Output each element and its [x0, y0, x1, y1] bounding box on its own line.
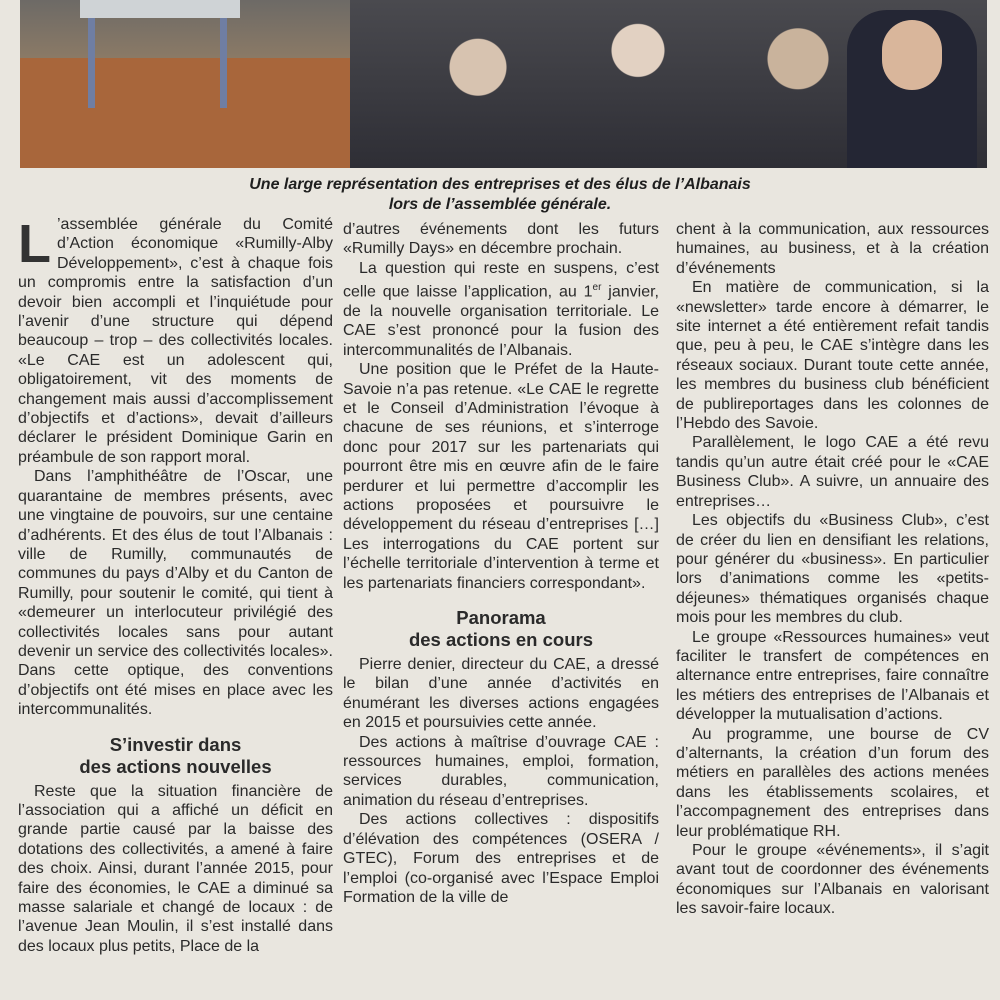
paragraph-text: janvier, de la nouvelle organisation territoriale. Le CAE s’est prononcé pour la fusion des intercommunalités de l’Albanais. [343, 283, 660, 359]
paragraph: chent à la communication, aux ressources humaines, au business, et à la création d’événements [676, 221, 989, 277]
paragraph: En matière de communication, si la «newsletter» tarde encore à démarrer, le site internet a été entièrement refait tandis que, peu à peu, le CAE s’intègre dans les réseaux sociaux. Durant toute cette année, les membres du business club bénéficient de publireportages dans les colonnes de l’Hebdo des Savoie. [676, 279, 989, 433]
paragraph-text: La question qui reste en suspens, c’est celle que laisse l’application, au 1 [343, 259, 659, 301]
news-photo [20, 0, 987, 168]
paragraph: Les objectifs du «Business Club», c’est de créer du lien en densifiant les relations, pour générer du «business». En particulier lors d’animations comme les «petits-déjeunes» thématiques organisés chaque mois pour les membres du club. [676, 512, 989, 627]
subheading-line: des actions en cours [408, 629, 594, 651]
superscript: er [592, 282, 602, 294]
paragraph [18, 215, 333, 467]
subheading-line: Panorama [456, 607, 546, 629]
subheading [18, 734, 333, 778]
paragraph-text: ’assemblée générale du Comité d’Action économique «Rumilly-Alby Développement», c’est à chaque fois un compromis entre la satisfaction d’un devoir bien accompli et l’inquiétude pour l’avenir d’une structure qui dépend beaucoup – trop – des collectivités locales. «Le CAE est un adolescent qui, obligatoirement, vit des moments de changement mais aussi d’accomplissement d’objectifs et d’actions», devait d’ailleurs déclarer le président Dominique Garin en préambule de son rapport moral. [18, 216, 333, 466]
subheading-line: des actions nouvelles [79, 755, 272, 777]
subheading [343, 607, 659, 651]
caption-line: Une large représentation des entreprises et des élus de l’Albanais [249, 176, 751, 193]
paragraph: Dans l’amphithéâtre de l’Oscar, une quarantaine de membres présents, avec une vingtaine de pouvoirs, sur une centaine d’adhérents. Et des élus de tout l’Albanais : ville de Rumilly, communautés de communes du pays d’Alby et du Canton de Rumilly, pour soutenir le comité, qui tient à «demeurer un interlocuteur privilégié des collectivités locales sans pour autant devenir un service des collectivités locales». Dans cette optique, des conventions d’objectifs ont été mises en place avec les intercommunalités. [18, 468, 333, 719]
paragraph: Une position que le Préfet de la Haute-Savoie n’a pas retenue. «Le CAE le regrette et le Conseil d’Administration l’évoque à chacune de ses réunions, et s’interroge donc pour 2017 sur les partenariats qui pourront être mis en œuvre afin de le faire perdurer et lui permettre d’accomplir les actions proposées et poursuivre le développement du réseau d’entreprises […] Les interrogations du CAE portent sur l’échelle territoriale d’intervention à terme et les partenariats financiers correspondant». [343, 361, 659, 592]
drop-cap: L [18, 214, 51, 274]
article-column-2 [343, 220, 659, 907]
photo-caption [0, 175, 1000, 215]
paragraph [343, 259, 659, 360]
paragraph: Des actions à maîtrise d’ouvrage CAE : ressources humaines, emploi, formation, services durables, communication, animation du réseau d’entreprises. [343, 733, 659, 809]
photo-table-leg [88, 18, 95, 108]
photo-person-head [882, 20, 942, 90]
paragraph: d’autres événements dont les futurs «Rumilly Days» en décembre prochain. [343, 221, 659, 258]
subheading-line: S’investir dans [109, 733, 242, 755]
paragraph: Pour le groupe «événements», il s’agit avant tout de coordonner des événements économiques sur l’Albanais en valorisant les savoir-faire locaux. [676, 842, 989, 918]
paragraph: Au programme, une bourse de CV d’alternants, la création d’un forum des métiers en parallèles des actions menées dans les établissements scolaires, et l’accompagnement des entreprises dans leur problématique RH. [676, 725, 989, 840]
paragraph: Parallèlement, le logo CAE a été revu tandis qu’un autre était créé pour le «CAE Business Club». A suivre, un annuaire des entreprises… [676, 434, 989, 510]
caption-line: lors de l’assemblée générale. [388, 196, 612, 213]
article-column-1 [18, 215, 333, 956]
paragraph: Des actions collectives : dispositifs d’élévation des compétences (OSERA / GTEC), Forum des entreprises et de l’emploi (co-organisé avec l’Espace Emploi Formation de la ville de [343, 811, 659, 906]
paragraph: Le groupe «Ressources humaines» veut faciliter le transfert de compétences en alternance entre entreprises, faire connaître les métiers des entreprises de l’Albanais et développer la mutualisation d’actions. [676, 628, 989, 724]
photo-table-leg [220, 18, 227, 108]
photo-table [80, 0, 240, 18]
paragraph: Pierre denier, directeur du CAE, a dressé le bilan d’une année d’activités en énumérant les diverses actions engagées en 2015 et poursuivies cette année. [343, 656, 659, 732]
article-column-3 [676, 220, 989, 919]
paragraph: Reste que la situation financière de l’association qui a affiché un déficit en grande partie causé par la baisse des dotations des collectivités, a amené à faire des choix. Ainsi, durant l’année 2015, pour faire des économies, le CAE a diminué sa masse salariale et changé de locaux : de l’avenue Jean Moulin, il s’est installé dans des locaux plus petits, Place de la [18, 782, 333, 955]
